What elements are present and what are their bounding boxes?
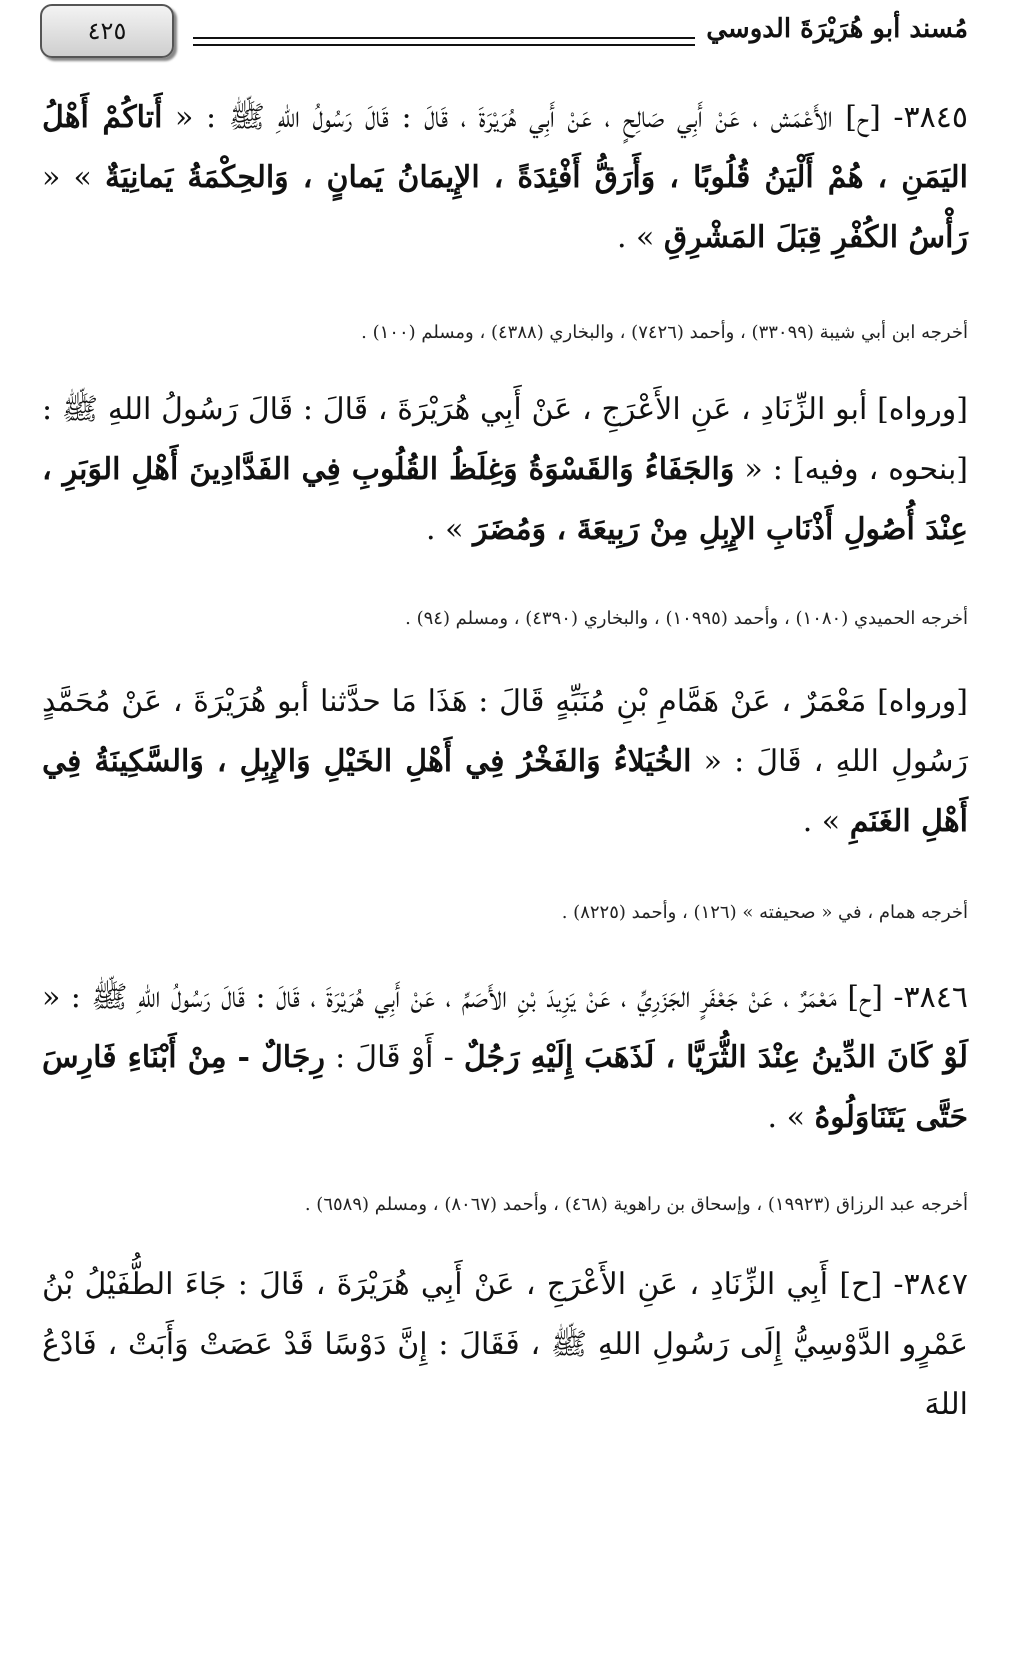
hadith-quote: لَوْ كَانَ الدِّينُ عِنْدَ الثُّرَيَّا ، لَذَهَبَ إِلَيْهِ رَجُلٌ [463,1040,968,1075]
hadith-middle: » « [42,160,105,195]
page-header [0,0,1010,70]
header-rule [193,44,695,46]
takhrij-note: أخرجه ابن أبي شيبة (٣٣٠٩٩) ، وأحمد (٧٤٢٦) ، والبخاري (٤٣٨٨) ، ومسلم (١٠٠) . [361,322,968,343]
hadith-end: » . [426,512,473,547]
hadith-quote: أَتاكُمْ أَهْلُ اليَمَنِ ، هُمْ أَلْيَنُ قُلُوبًا ، وَأَرَقُّ أَفْئِدَةً ، الإِيمَانُ يَمانٍ ، وَالحِكْمَةُ يَمانِيَةٌ [42,100,968,195]
hadith-riwaya-mamar [42,672,968,852]
hadith-intro: [ورواه] مَعْمَرٌ ، عَنْ هَمَّامِ بْنِ مُنَبِّهٍ قَالَ : هَذَا مَا حدَّثنا أبو هُرَيْرَةَ ، عَنْ مُحَمَّدٍ رَسُولِ اللهِ ، قَالَ : « [42,684,968,779]
hadith-end: » . [802,804,850,839]
hadith-3845 [42,88,968,268]
page-number-badge [40,4,174,58]
hadith-intro: ٣٨٤٦- [ح] مَعْمَرٌ ، عَنْ جَعْفَرٍ الجَزَرِيِّ ، عَنْ يَزِيدَ بْنِ الأَصَمِّ ، عَنْ أَبِي هُرَيْرَةَ ، قَالَ : قَالَ رَسُولُ اللهِ ﷺ : « [42,980,968,1015]
hadith-3847 [42,1255,968,1435]
page-number: ٤٢٥ [87,17,127,45]
hadith-quote-2: رِجَالٌ - مِنْ أَبْنَاءِ فَارِسَ حَتَّى يَتَنَاوَلُوهُ [42,1040,968,1135]
takhrij-note: أخرجه همام ، في « صحيفته » (١٢٦) ، وأحمد (٨٢٢٥) . [561,902,968,923]
hadith-intro: [ورواه] أبو الزِّنَادِ ، عَنِ الأَعْرَجِ ، عَنْ أَبِي هُرَيْرَةَ ، قَالَ : قَالَ رَسُولُ اللهِ ﷺ : [بنحوه ، وفيه] : « [42,392,968,487]
hadith-intro: ٣٨٤٥- [ح] الأَعْمَش ، عَنْ أَبِي صَالِحٍ ، عَنْ أَبِي هُرَيْرَةَ ، قَالَ : قَالَ رَسُولُ اللهِ ﷺ : « [162,100,968,135]
takhrij-note: أخرجه عبد الرزاق (١٩٩٢٣) ، وإسحاق بن راهوية (٤٦٨) ، وأحمد (٨٠٦٧) ، ومسلم (٦٥٨٩) . [304,1194,968,1215]
hadith-riwaya-zinad [42,380,968,560]
hadith-end: » . [616,220,664,255]
takhrij-note: أخرجه الحميدي (١٠٨٠) ، وأحمد (١٠٩٩٥) ، والبخاري (٤٣٩٠) ، ومسلم (٩٤) . [405,608,968,629]
hadith-quote: الخُيَلاءُ وَالفَخْرُ فِي أَهْلِ الخَيْلِ وَالإِبِلِ ، وَالسَّكِينَةُ فِي أَهْلِ الغَنَمِ [42,744,968,839]
header-rule [193,37,695,39]
hadith-intro: ٣٨٤٧- [ح] أَبِي الزِّنَادِ ، عَنِ الأَعْرَجِ ، عَنْ أَبِي هُرَيْرَةَ ، قَالَ : جَاءَ الطُّفَيْلُ بْنُ عَمْرٍو الدَّوْسِيُّ إِلَى رَسُولِ اللهِ ﷺ ، فَقَالَ : إِنَّ دَوْسًا قَدْ عَصَتْ وَأَبَتْ ، فَادْعُ اللهَ [42,1267,968,1422]
hadith-quote: وَالجَفَاءُ وَالقَسْوَةُ وَغِلَظُ القُلُوبِ فِي الفَدَّادِينَ أَهْلِ الوَبَرِ ، عِنْدَ أُصُولِ أَذْنَابِ الإِبِلِ مِنْ رَبِيعَةَ ، وَمُضَرَ [42,452,968,547]
hadith-end: » . [767,1100,815,1135]
hadith-3846 [42,968,968,1148]
hadith-middle: - أَوْ قَالَ : [324,1040,464,1075]
hadith-quote-2: رَأْسُ الكُفْرِ قِبَلَ المَشْرِقِ [663,220,968,255]
running-title: مُسند أبو هُرَيْرَةَ الدوسي [706,14,968,44]
